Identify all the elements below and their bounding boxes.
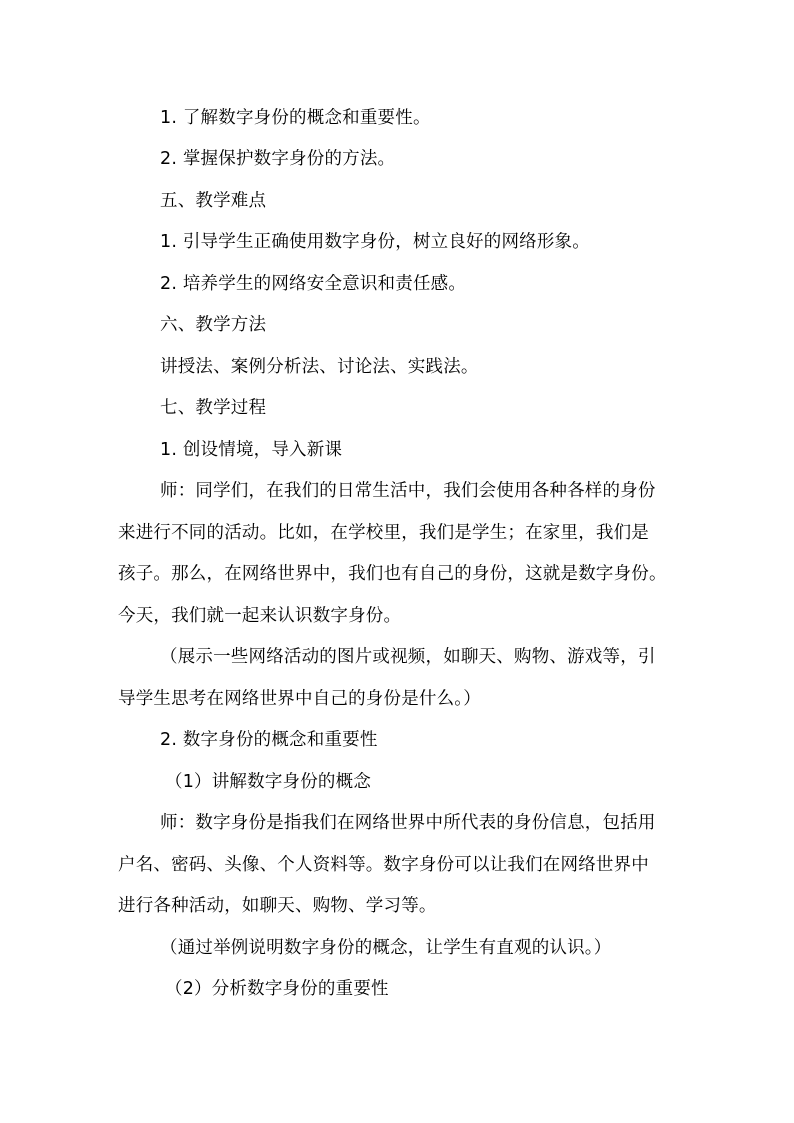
paragraph-line: 师：同学们，在我们的日常生活中，我们会使用各种各样的身份: [160, 481, 656, 501]
objective-1: 1. 了解数字身份的概念和重要性。: [160, 108, 431, 128]
section-heading-teaching-process: 七、教学过程: [160, 398, 267, 418]
paragraph-line: 导学生思考在网络世界中自己的身份是什么。）: [118, 689, 481, 709]
teaching-methods-text: 讲授法、案例分析法、讨论法、实践法。: [160, 357, 479, 377]
paragraph-line: 孩子。那么，在网络世界中，我们也有自己的身份，这就是数字身份。: [118, 564, 667, 584]
paragraph-line: 今天，我们就一起来认识数字身份。: [118, 606, 402, 626]
paragraph-line: 来进行不同的活动。比如，在学校里，我们是学生；在家里，我们是: [118, 523, 649, 543]
paragraph-line: （展示一些网络活动的图片或视频，如聊天、购物、游戏等，引: [160, 647, 656, 667]
process-step-1-heading: 1. 创设情境，导入新课: [160, 440, 343, 460]
difficulty-1: 1. 引导学生正确使用数字身份，树立良好的网络形象。: [160, 232, 590, 252]
paragraph-line: 进行各种活动，如聊天、购物、学习等。: [118, 896, 437, 916]
process-step-2-heading: 2. 数字身份的概念和重要性: [160, 730, 378, 750]
section-heading-teaching-difficulties: 五、教学难点: [160, 191, 267, 211]
objective-2: 2. 掌握保护数字身份的方法。: [160, 149, 396, 169]
section-heading-teaching-methods: 六、教学方法: [160, 315, 267, 335]
paragraph-line: （通过举例说明数字身份的概念，让学生有直观的认识。）: [160, 938, 612, 958]
paragraph-line: 户名、密码、头像、个人资料等。数字身份可以让我们在网络世界中: [118, 855, 649, 875]
subsection-heading: （1）讲解数字身份的概念: [165, 772, 372, 792]
difficulty-2: 2. 培养学生的网络安全意识和责任感。: [160, 274, 467, 294]
paragraph-line: 师：数字身份是指我们在网络世界中所代表的身份信息，包括用: [160, 813, 656, 833]
subsection-heading: （2）分析数字身份的重要性: [165, 979, 389, 999]
